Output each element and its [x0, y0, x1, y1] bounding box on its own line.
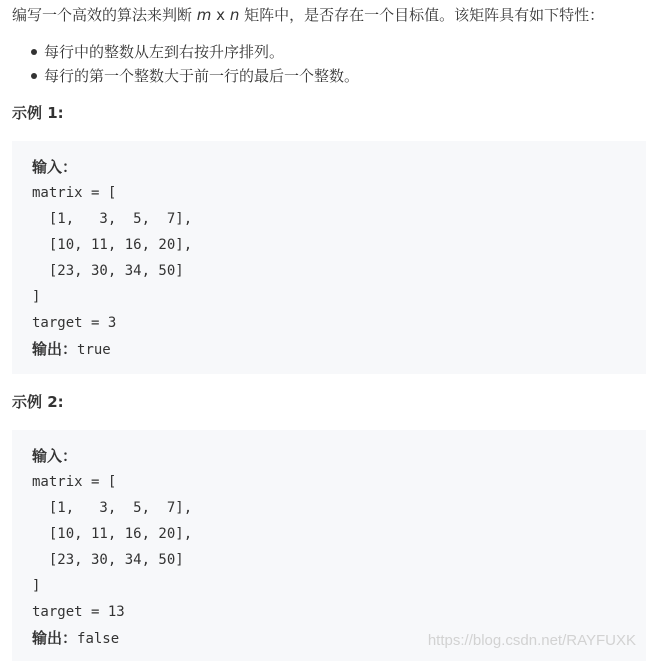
input-label: 输入：: [32, 158, 78, 176]
code-line: [1, 3, 5, 7],: [32, 211, 193, 227]
input-label: 输入：: [32, 447, 78, 465]
var-m: m: [196, 6, 212, 24]
input-line: [32, 154, 646, 180]
example-1-code-block: [12, 141, 646, 374]
code-line: target = 13: [32, 604, 125, 620]
watermark: https://blog.csdn.net/RAYFUXK: [427, 632, 636, 649]
example-2-title: 示例 2:: [12, 393, 64, 411]
list-item: 每行中的整数从左到右按升序排列。: [44, 40, 359, 64]
input-line: [32, 443, 646, 469]
output-value: false: [77, 631, 120, 647]
code-line: [10, 11, 16, 20],: [32, 237, 193, 253]
code-line: ]: [32, 578, 41, 594]
problem-statement: [12, 4, 604, 26]
output-line: [32, 336, 646, 362]
code-line: [1, 3, 5, 7],: [32, 500, 193, 516]
code-line: [10, 11, 16, 20],: [32, 526, 193, 542]
intro-suffix: 矩阵中，是否存在一个目标值。该矩阵具有如下特性：: [239, 6, 605, 24]
property-list: [44, 40, 359, 88]
intro-prefix: 编写一个高效的算法来判断: [12, 6, 197, 24]
code-line: matrix = [: [32, 474, 117, 490]
output-label: 输出：: [32, 340, 78, 358]
code-line: ]: [32, 289, 41, 305]
output-label: 输出：: [32, 629, 78, 647]
var-n: n: [229, 6, 240, 24]
times-symbol: x: [211, 6, 230, 24]
code-line: [23, 30, 34, 50]: [32, 263, 184, 279]
code-line: matrix = [: [32, 185, 117, 201]
example-2-code-block: [12, 430, 646, 661]
list-item: 每行的第一个整数大于前一行的最后一个整数。: [44, 64, 359, 88]
example-1-title: 示例 1:: [12, 104, 64, 122]
output-value: true: [77, 342, 111, 358]
code-line: target = 3: [32, 315, 117, 331]
code-line: [23, 30, 34, 50]: [32, 552, 184, 568]
